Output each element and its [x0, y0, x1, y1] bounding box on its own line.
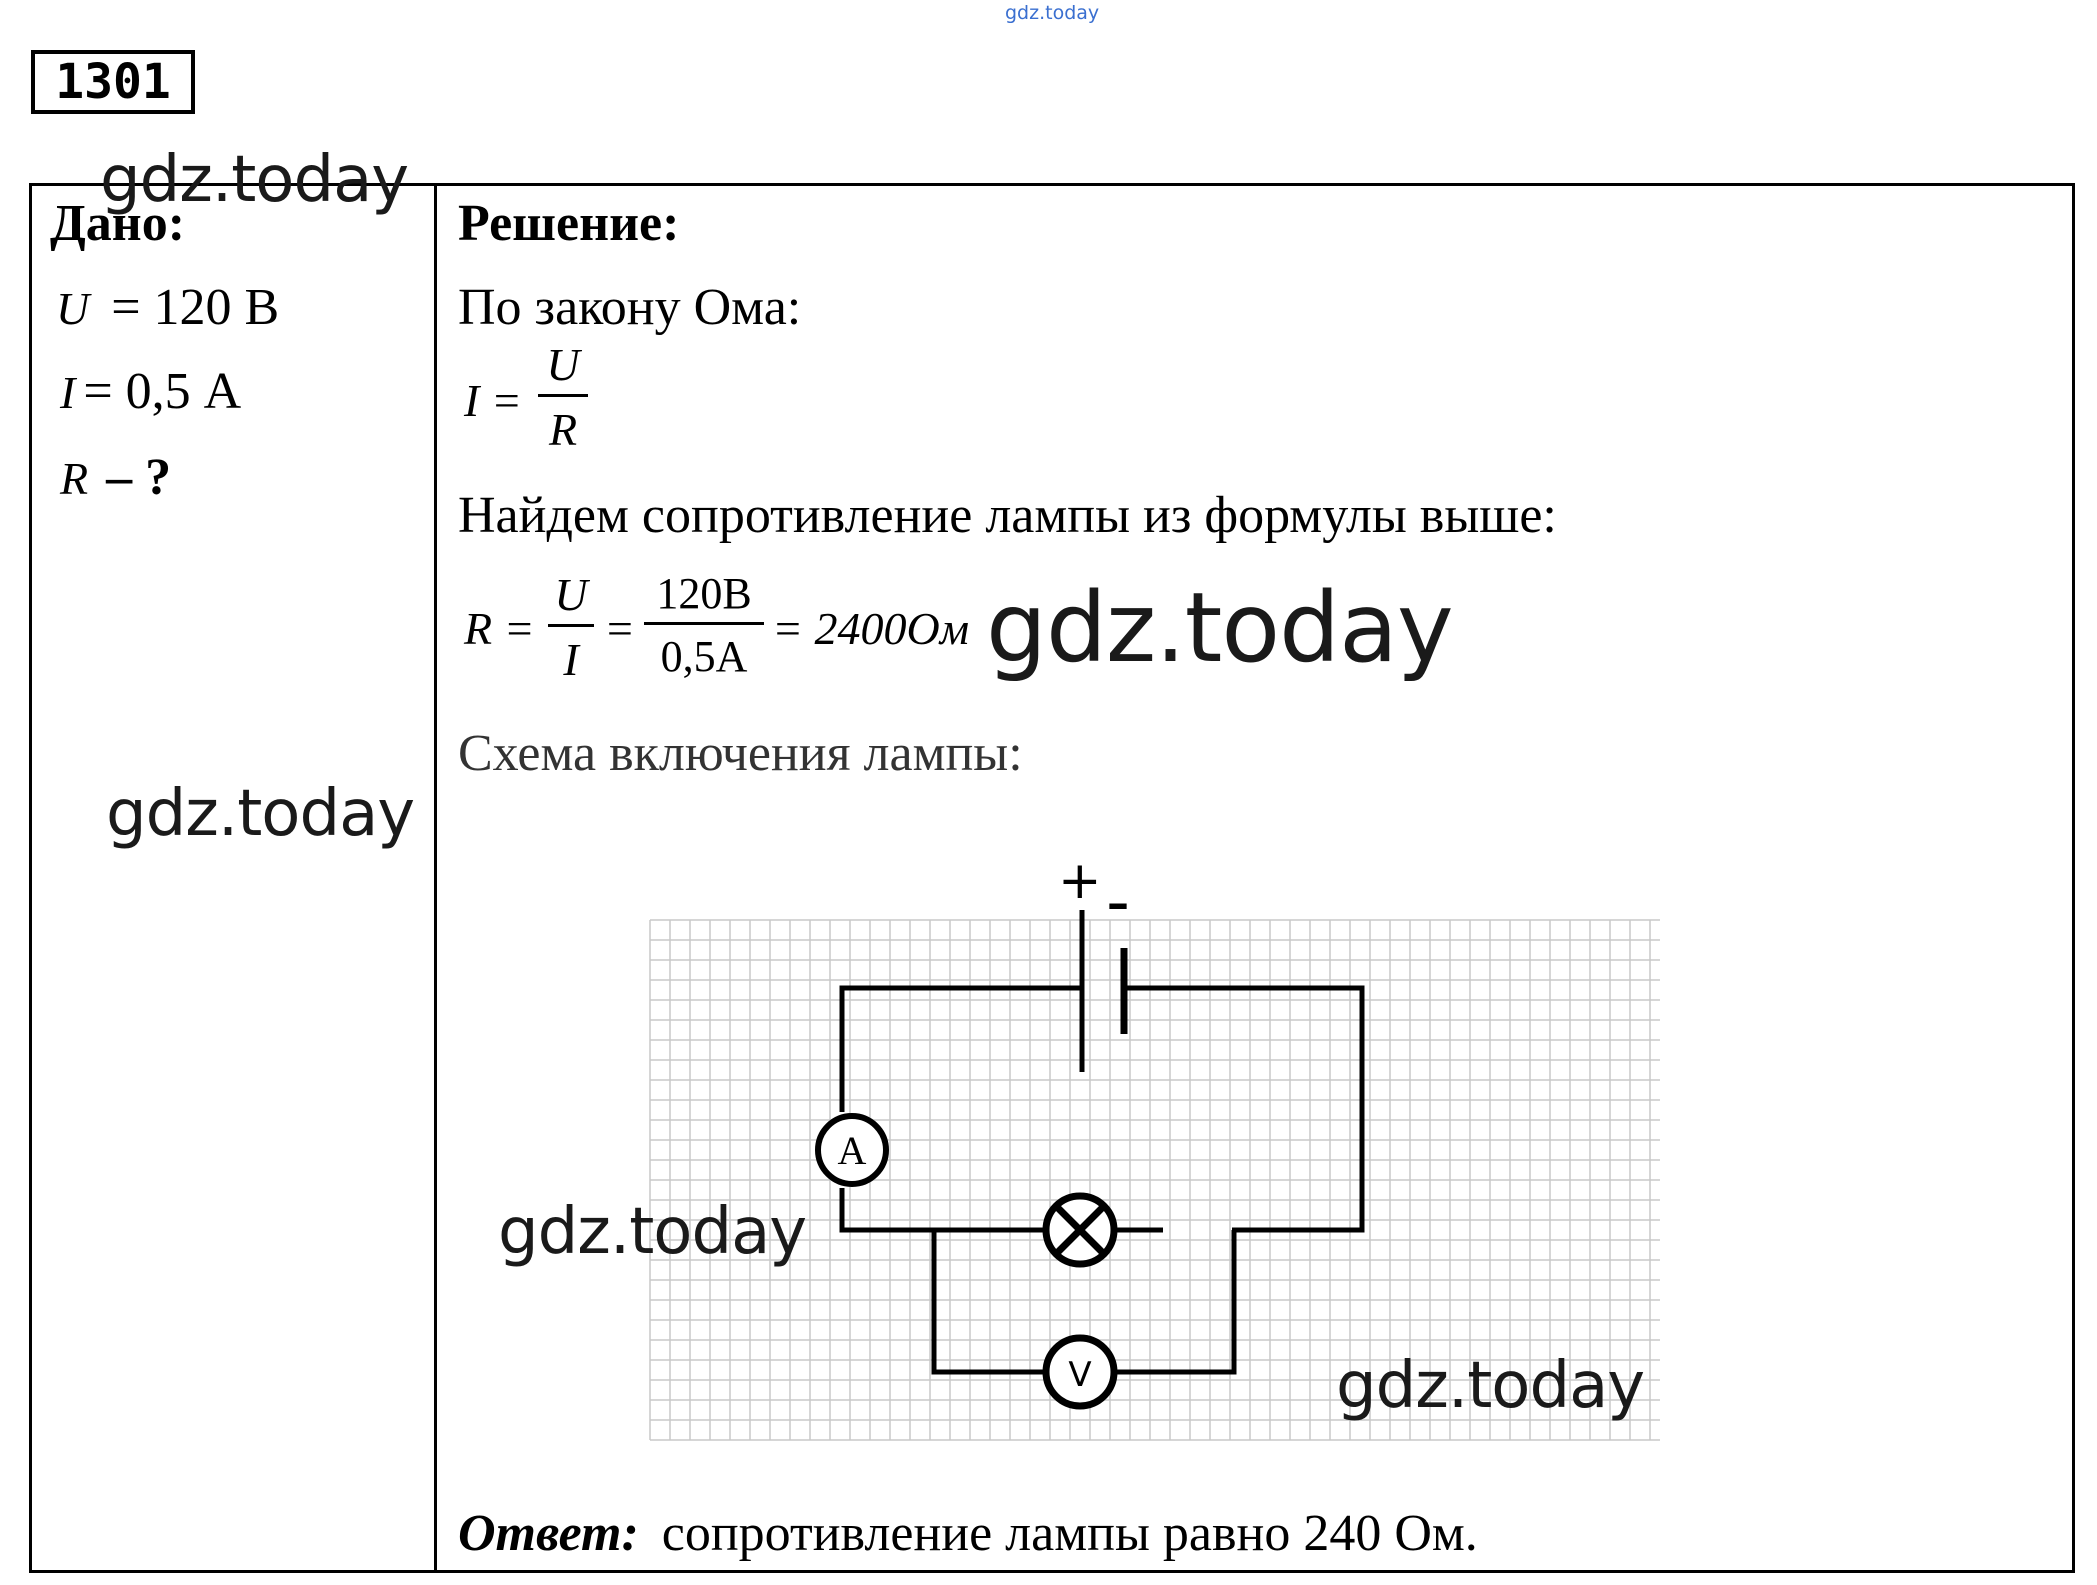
find-resistance-text: Найдем сопротивление лампы из формулы выше:: [458, 487, 1557, 544]
ohm-law-intro: По закону Ома:: [458, 279, 802, 336]
calc-numerator-2: 120B: [656, 569, 752, 618]
solution-header: Решение:: [458, 195, 680, 252]
answer-label: Ответ:: [458, 1505, 639, 1562]
calc-fraction-2: [644, 569, 764, 681]
battery-plus-sign: +: [1058, 851, 1102, 911]
ohm-formula-numerator: U: [546, 339, 580, 390]
given-current: [60, 363, 242, 420]
problem-number: 1301: [31, 50, 195, 114]
given-unknown-value: – ?: [106, 449, 172, 506]
calc-equals: =: [604, 603, 636, 654]
column-divider: [434, 183, 437, 1573]
wire-top-left: [842, 988, 1082, 1112]
given-voltage-value: = 120 В: [111, 279, 280, 336]
answer-line: [458, 1505, 1478, 1562]
watermark: gdz.today: [100, 143, 409, 217]
ohm-formula-denominator: R: [548, 404, 578, 455]
given-unknown-var: R: [60, 453, 89, 504]
wire-top-right: [1124, 988, 1362, 1230]
watermark: gdz.today: [498, 1195, 807, 1269]
given-voltage-var: U: [56, 283, 90, 334]
battery-minus-sign: –: [1107, 878, 1129, 929]
calc-fraction-1: [548, 569, 594, 685]
given-current-value: = 0,5 А: [83, 363, 242, 420]
calc-denominator-1: I: [563, 634, 579, 685]
given-unknown: [60, 449, 172, 506]
given-current-var: I: [60, 367, 76, 418]
scheme-title: Схема включения лампы:: [458, 725, 1023, 782]
calc-bar-2: [644, 622, 764, 625]
ohm-formula-bar: [538, 394, 588, 397]
answer-text: сопротивление лампы равно 240 Ом.: [661, 1505, 1478, 1562]
calc-denominator-2: 0,5A: [660, 632, 748, 681]
top-watermark: gdz.today: [1005, 2, 1100, 24]
given-header: Дано:: [50, 195, 186, 252]
calc-bar-1: [548, 624, 594, 627]
ohm-formula-lhs: I =: [464, 375, 522, 426]
calc-lhs: R =: [464, 603, 535, 654]
wire-voltmeter-right: [1117, 1230, 1234, 1372]
watermark: gdz.today: [106, 777, 415, 851]
calc-numerator-1: U: [554, 569, 588, 620]
voltmeter-label: V: [1068, 1355, 1092, 1395]
ohm-formula-fraction: [538, 339, 588, 455]
lamp-icon: [1046, 1196, 1114, 1264]
ammeter-label: A: [837, 1128, 867, 1173]
watermark: gdz.today: [1336, 1349, 1645, 1423]
calc-result: = 2400Ом: [772, 603, 970, 654]
watermark: gdz.today: [986, 572, 1453, 684]
given-voltage: [56, 279, 280, 336]
